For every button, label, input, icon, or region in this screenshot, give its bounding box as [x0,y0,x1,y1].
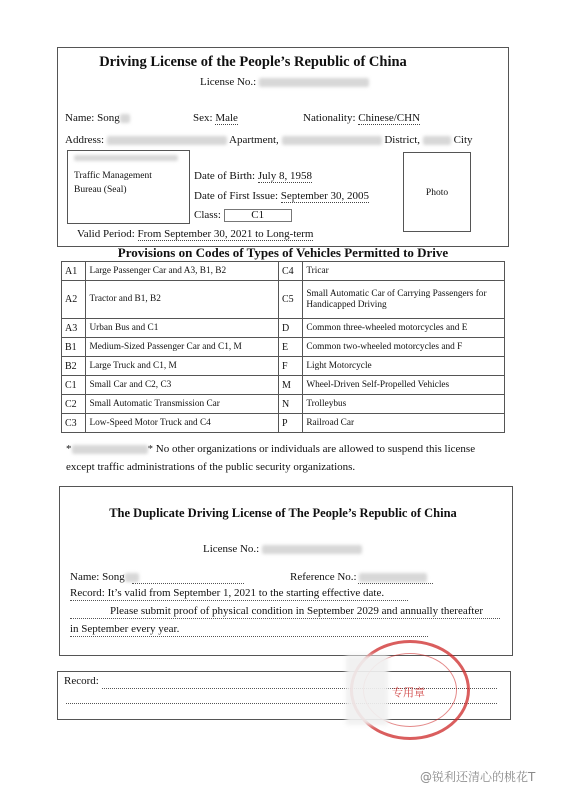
vehicle-codes-table [61,261,505,433]
name-value: Song [97,112,120,124]
redacted-address-2 [282,136,382,145]
vehicle-code: A1 [62,262,86,281]
nationality-row: Nationality: Chinese/CHN [303,112,421,124]
duplicate-record-line3: in September every year. [70,623,180,635]
valid-period-row: Valid Period: From September 30, 2021 to Long-term [77,228,314,240]
redacted-reference [359,573,427,582]
duplicate-name-row: Name: Song [70,571,139,584]
stamp-text: 专用章 [392,687,425,699]
redacted-address-1 [107,136,227,145]
vehicle-code: B2 [62,357,86,376]
dob-value: July 8, 1958 [257,170,312,182]
class-value: C1 [224,209,292,222]
vehicle-description: Wheel-Driven Self-Propelled Vehicles [303,376,505,395]
record-underline-1 [70,600,408,601]
table-row [62,395,505,414]
duplicate-record-line2: Please submit proof of physical condition in September 2029 and annually thereafter [110,605,483,617]
record-label: Record: [64,675,99,687]
name-underline [132,583,244,584]
redacted-license-number [259,78,369,87]
vehicle-description: Railroad Car [303,414,505,433]
duplicate-license-no: License No.: [203,543,362,556]
seal-text-2: Bureau (Seal) [74,185,127,195]
vehicle-description: Large Passenger Car and A3, B1, B2 [86,262,279,281]
vehicle-code: A3 [62,319,86,338]
reference-underline [358,583,433,584]
vehicle-description: Light Motorcycle [303,357,505,376]
seal-text-1: Traffic Management [74,171,152,181]
reference-row: Reference No.: [290,571,427,584]
traffic-bureau-seal [67,150,190,224]
license-note-line2: except traffic administrations of the public security organizations. [66,461,356,473]
sex-value: Male [215,112,238,124]
vehicle-code: C1 [62,376,86,395]
vehicle-code: C5 [278,281,302,319]
redacted-dup-license-number [262,545,362,554]
table-row [62,414,505,433]
watermark-text: @锐利还清心的桃花T [420,770,536,784]
vehicle-description: Tricar [303,262,505,281]
vehicle-description: Common two-wheeled motorcycles and F [303,338,505,357]
photo-label: Photo [425,188,449,198]
vehicle-code: A2 [62,281,86,319]
license-note-line1: * * No other organizations or individuals are allowed to suspend this license [66,443,476,455]
vehicle-description: Small Automatic Transmission Car [86,395,279,414]
table-row [62,262,505,281]
table-row [62,319,505,338]
address-row: Address: Apartment, District, City [65,134,473,146]
redacted-seal-text [74,155,178,161]
name-row: Name: Song [65,112,130,125]
redacted-dup-name [125,573,139,582]
license-title: Driving License of the People’s Republic of China [99,54,407,70]
table-row [62,376,505,395]
vehicle-code: E [278,338,302,357]
vehicle-description: Small Automatic Car of Carrying Passengers for Handicapped Driving [303,281,505,319]
vehicle-description: Large Truck and C1, M [86,357,279,376]
provisions-title: Provisions on Codes of Types of Vehicles Permitted to Drive [117,245,449,260]
vehicle-code: M [278,376,302,395]
dob-row: Date of Birth: July 8, 1958 [194,170,312,182]
license-no-label: License No.: [200,76,369,89]
vehicle-code: B1 [62,338,86,357]
duplicate-title: The Duplicate Driving License of The People’s Republic of China [109,506,457,520]
vehicle-description: Tractor and B1, B2 [86,281,279,319]
vehicle-description: Medium-Sized Passenger Car and C1, M [86,338,279,357]
record-underline-3 [70,636,428,637]
vehicle-code: D [278,319,302,338]
duplicate-record-line1: Record: It’s valid from September 1, 2021 to the starting effective date. [70,587,385,599]
table-row [62,338,505,357]
record-underline-2 [70,618,500,619]
nationality-value: Chinese/CHN [358,112,421,124]
vehicle-code: C4 [278,262,302,281]
vehicle-code: N [278,395,302,414]
vehicle-description: Urban Bus and C1 [86,319,279,338]
redacted-name [120,114,130,123]
vehicle-code: C2 [62,395,86,414]
valid-period-value: From September 30, 2021 to Long-term [137,228,314,240]
table-row [62,357,505,376]
vehicle-description: Trolleybus [303,395,505,414]
redacted-address-3 [423,136,451,145]
table-row [62,281,505,319]
vehicle-code: C3 [62,414,86,433]
vehicle-description: Small Car and C2, C3 [86,376,279,395]
class-row: Class: C1 [194,209,292,222]
duplicate-name-value: Song [102,571,125,583]
vehicle-description: Common three-wheeled motorcycles and E [303,319,505,338]
redacted-stamp [346,655,388,725]
sex-row: Sex: Male [193,112,238,124]
vehicle-description: Low-Speed Motor Truck and C4 [86,414,279,433]
photo-box [403,152,471,232]
first-issue-row: Date of First Issue: September 30, 2005 [194,190,370,202]
vehicle-code: P [278,414,302,433]
first-issue-value: September 30, 2005 [280,190,370,202]
vehicle-code: F [278,357,302,376]
redacted-note-number [72,445,148,454]
